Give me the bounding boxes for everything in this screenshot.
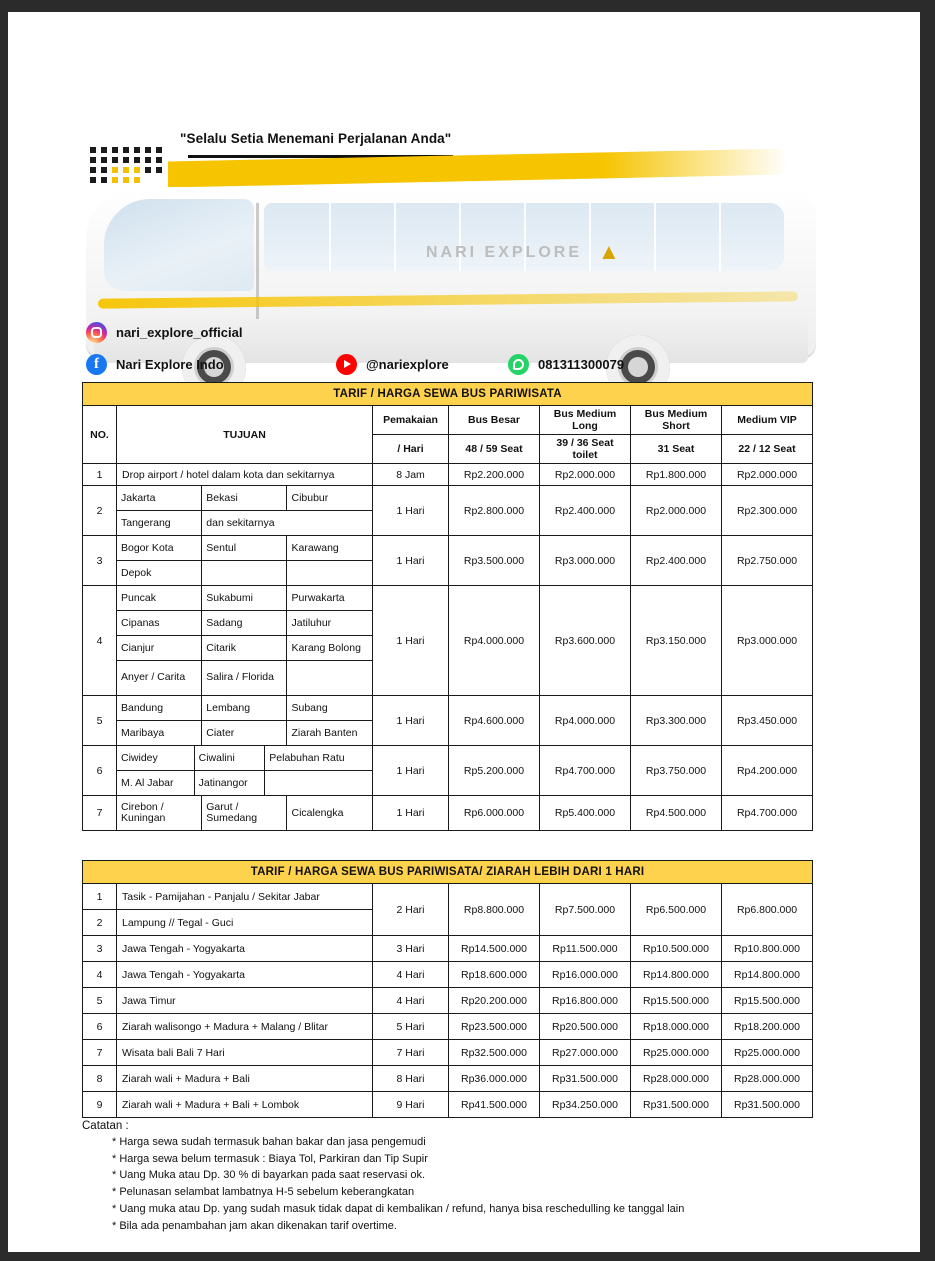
row-pemakaian: 1 Hari [373, 486, 449, 536]
youtube-handle: @nariexplore [366, 357, 449, 372]
dest-cell [287, 661, 372, 696]
document-page [8, 12, 920, 1252]
row-price-medium-long: Rp3.000.000 [540, 536, 631, 586]
header-pemakaian-sub: / Hari [373, 435, 449, 464]
row-price-besar: Rp18.600.000 [449, 962, 540, 988]
header-bus-besar-sub: 48 / 59 Seat [449, 435, 540, 464]
row-price-medium-long: Rp34.250.000 [540, 1092, 631, 1118]
dest-cell: Jakarta [117, 486, 202, 511]
dest-cell: Ciater [202, 721, 287, 746]
row-no: 1 [83, 884, 117, 910]
row-price-medium-short: Rp31.500.000 [631, 1092, 722, 1118]
dest-cell: Sadang [202, 611, 287, 636]
row-no: 7 [83, 1040, 117, 1066]
table-row [83, 1014, 813, 1040]
row-pemakaian: 1 Hari [373, 586, 449, 696]
note-item: * Bila ada penambahan jam akan dikenakan tarif overtime. [112, 1219, 397, 1232]
dest-cell: Citarik [202, 636, 287, 661]
row-no: 5 [83, 988, 117, 1014]
dest-cell [287, 561, 372, 586]
table-header-row-1 [83, 406, 813, 435]
row-pemakaian: 3 Hari [373, 936, 449, 962]
row-price-medium-long: Rp3.600.000 [540, 586, 631, 696]
row-price-besar: Rp2.200.000 [449, 464, 540, 486]
table-row [83, 586, 813, 696]
row-destination: Ziarah wali + Madura + Bali + Lombok [117, 1092, 373, 1118]
dest-cell: Sentul [202, 536, 287, 561]
social-instagram[interactable] [86, 322, 242, 343]
row-destination: Tasik - Pamijahan - Panjalu / Sekitar Jabar [117, 884, 373, 910]
row-price-medium-long: Rp7.500.000 [540, 884, 631, 936]
row-no: 1 [83, 464, 117, 486]
row-no: 8 [83, 1066, 117, 1092]
row-pemakaian: 7 Hari [373, 1040, 449, 1066]
social-contact-row [8, 312, 828, 384]
dest-cell: Ciwalini [194, 746, 265, 771]
row-no: 5 [83, 696, 117, 746]
row-destination-grid [117, 696, 373, 746]
table-row [83, 464, 813, 486]
row-no: 9 [83, 1092, 117, 1118]
row-price-vip: Rp6.800.000 [722, 884, 813, 936]
table-row [83, 746, 813, 796]
row-price-medium-short: Rp18.000.000 [631, 1014, 722, 1040]
row-destination: Jawa Timur [117, 988, 373, 1014]
row-price-vip: Rp3.450.000 [722, 696, 813, 746]
dest-cell [265, 771, 372, 796]
row-pemakaian: 5 Hari [373, 1014, 449, 1040]
table1-banner: TARIF / HARGA SEWA BUS PARIWISATA [83, 383, 813, 406]
row-price-vip: Rp2.000.000 [722, 464, 813, 486]
bus-logo-text: NARI EXPLORE [426, 244, 583, 261]
dest-cell: Bandung [117, 696, 202, 721]
row-price-medium-short: Rp3.150.000 [631, 586, 722, 696]
dest-cell: Ciwidey [117, 746, 194, 771]
social-facebook[interactable] [86, 354, 224, 375]
rate-table-1-wrapper [82, 382, 812, 831]
row-destination: Ziarah walisongo + Madura + Malang / Blitar [117, 1014, 373, 1040]
dest-cell: M. Al Jabar [117, 771, 194, 796]
notes-section [82, 1120, 882, 1234]
row-price-besar: Rp14.500.000 [449, 936, 540, 962]
row-price-medium-long: Rp2.000.000 [540, 464, 631, 486]
row-price-vip: Rp15.500.000 [722, 988, 813, 1014]
bus-door-line [256, 203, 259, 328]
whatsapp-icon [508, 354, 529, 375]
table-banner-row [83, 383, 813, 406]
bus-logo-mark-icon: ▲ [598, 239, 620, 264]
dest-cell: Jatinangor [194, 771, 265, 796]
facebook-icon: f [86, 354, 107, 375]
dest-cell: Salira / Florida [202, 661, 287, 696]
notes-list [82, 1134, 882, 1234]
row-price-vip: Rp2.750.000 [722, 536, 813, 586]
table-row [83, 1040, 813, 1066]
social-whatsapp[interactable] [508, 354, 624, 375]
row-no: 2 [83, 910, 117, 936]
table-row [83, 936, 813, 962]
header-no: NO. [83, 406, 117, 464]
table-row [83, 1092, 813, 1118]
hero-banner [8, 107, 828, 347]
youtube-icon [336, 354, 357, 375]
dest-cell: Depok [117, 561, 202, 586]
row-price-vip: Rp2.300.000 [722, 486, 813, 536]
row-price-besar: Rp32.500.000 [449, 1040, 540, 1066]
row-price-medium-long: Rp16.800.000 [540, 988, 631, 1014]
header-tujuan: TUJUAN [117, 406, 373, 464]
row-no: 6 [83, 746, 117, 796]
row-pemakaian: 1 Hari [373, 746, 449, 796]
dest-cell: Pelabuhan Ratu [265, 746, 372, 771]
row-price-vip: Rp18.200.000 [722, 1014, 813, 1040]
dest-cell: Karang Bolong [287, 636, 372, 661]
rate-table-2-wrapper [82, 860, 812, 1118]
dest-cell: Puncak [117, 586, 202, 611]
row-price-vip: Rp4.700.000 [722, 796, 813, 831]
row-price-vip: Rp10.800.000 [722, 936, 813, 962]
instagram-icon [86, 322, 107, 343]
row-destination: Jawa Tengah - Yogyakarta [117, 962, 373, 988]
row-pemakaian: 8 Hari [373, 1066, 449, 1092]
row-price-besar: Rp23.500.000 [449, 1014, 540, 1040]
row-price-besar: Rp20.200.000 [449, 988, 540, 1014]
row-destination-grid [117, 796, 373, 831]
row-destination: Drop airport / hotel dalam kota dan sekitarnya [117, 464, 373, 486]
dest-cell: Anyer / Carita [117, 661, 202, 696]
row-price-medium-short: Rp3.750.000 [631, 746, 722, 796]
whatsapp-number: 081311300079 [538, 357, 625, 372]
row-price-besar: Rp3.500.000 [449, 536, 540, 586]
row-price-besar: Rp4.000.000 [449, 586, 540, 696]
dest-cell: Sukabumi [202, 586, 287, 611]
social-youtube[interactable] [336, 354, 449, 375]
dest-cell: Garut / Sumedang [202, 796, 287, 830]
row-price-medium-short: Rp2.000.000 [631, 486, 722, 536]
note-item: * Uang Muka atau Dp. 30 % di bayarkan pada saat reservasi ok. [112, 1169, 426, 1182]
row-destination-grid [117, 486, 373, 536]
note-item: * Pelunasan selambat lambatnya H-5 sebelum keberangkatan [112, 1186, 415, 1199]
row-price-vip: Rp31.500.000 [722, 1092, 813, 1118]
header-bus-besar: Bus Besar [449, 406, 540, 435]
dest-cell: Lembang [202, 696, 287, 721]
instagram-handle: nari_explore_official [116, 325, 243, 340]
row-price-medium-short: Rp1.800.000 [631, 464, 722, 486]
rate-table-2 [82, 860, 813, 1118]
row-price-medium-short: Rp15.500.000 [631, 988, 722, 1014]
row-price-medium-short: Rp4.500.000 [631, 796, 722, 831]
row-destination: Jawa Tengah - Yogyakarta [117, 936, 373, 962]
note-item: * Uang muka atau Dp. yang sudah masuk tidak dapat di kembalikan / refund, hanya bisa reschedulling ke tanggal lain [112, 1202, 685, 1215]
header-bus-medium-short: Bus Medium Short [631, 406, 722, 435]
table-row [83, 962, 813, 988]
row-price-medium-long: Rp4.000.000 [540, 696, 631, 746]
row-price-besar: Rp41.500.000 [449, 1092, 540, 1118]
row-no: 7 [83, 796, 117, 831]
row-pemakaian: 2 Hari [373, 884, 449, 936]
row-destination: Ziarah wali + Madura + Bali [117, 1066, 373, 1092]
note-item: * Harga sewa belum termasuk : Biaya Tol, Parkiran dan Tip Supir [112, 1152, 428, 1165]
table-row [83, 486, 813, 536]
row-no: 2 [83, 486, 117, 536]
dest-cell: Cipanas [117, 611, 202, 636]
row-no: 4 [83, 962, 117, 988]
row-price-medium-long: Rp16.000.000 [540, 962, 631, 988]
table-row [83, 988, 813, 1014]
row-no: 3 [83, 936, 117, 962]
row-price-medium-short: Rp3.300.000 [631, 696, 722, 746]
row-price-vip: Rp3.000.000 [722, 586, 813, 696]
dest-cell: Karawang [287, 536, 372, 561]
header-bus-medium-short-sub: 31 Seat [631, 435, 722, 464]
row-no: 3 [83, 536, 117, 586]
row-price-medium-short: Rp6.500.000 [631, 884, 722, 936]
dest-cell: Purwakarta [287, 586, 372, 611]
dest-cell: Jatiluhur [287, 611, 372, 636]
row-pemakaian: 8 Jam [373, 464, 449, 486]
row-price-medium-short: Rp14.800.000 [631, 962, 722, 988]
row-destination-grid [117, 746, 373, 796]
facebook-handle: Nari Explore Indo [116, 357, 224, 372]
row-price-medium-long: Rp11.500.000 [540, 936, 631, 962]
dest-cell: Tangerang [117, 511, 202, 536]
rate-table-1 [82, 382, 813, 831]
row-no: 6 [83, 1014, 117, 1040]
row-price-medium-long: Rp2.400.000 [540, 486, 631, 536]
table-row [83, 536, 813, 586]
header-bus-medium-long-sub: 39 / 36 Seat toilet [540, 435, 631, 464]
header-pemakaian: Pemakaian [373, 406, 449, 435]
row-pemakaian: 4 Hari [373, 962, 449, 988]
dest-cell: Cianjur [117, 636, 202, 661]
row-no: 4 [83, 586, 117, 696]
header-medium-vip: Medium VIP [722, 406, 813, 435]
row-price-besar: Rp2.800.000 [449, 486, 540, 536]
row-pemakaian: 1 Hari [373, 696, 449, 746]
row-destination-grid [117, 586, 373, 696]
row-price-medium-short: Rp25.000.000 [631, 1040, 722, 1066]
row-pemakaian: 9 Hari [373, 1092, 449, 1118]
row-destination-grid [117, 536, 373, 586]
row-destination: Lampung // Tegal - Guci [117, 910, 373, 936]
row-price-medium-long: Rp31.500.000 [540, 1066, 631, 1092]
row-price-medium-long: Rp4.700.000 [540, 746, 631, 796]
header-medium-vip-sub: 22 / 12 Seat [722, 435, 813, 464]
row-price-medium-short: Rp2.400.000 [631, 536, 722, 586]
tagline-text: "Selalu Setia Menemani Perjalanan Anda" [180, 131, 452, 146]
dest-cell: Subang [287, 696, 372, 721]
table2-banner: TARIF / HARGA SEWA BUS PARIWISATA/ ZIARAH LEBIH DARI 1 HARI [83, 861, 813, 884]
table-row [83, 696, 813, 746]
row-price-besar: Rp5.200.000 [449, 746, 540, 796]
dest-cell: Cibubur [287, 486, 372, 511]
table-banner-row [83, 861, 813, 884]
table-row [83, 796, 813, 831]
bus-windshield [104, 199, 254, 291]
row-destination: Wisata bali Bali 7 Hari [117, 1040, 373, 1066]
row-pemakaian: 1 Hari [373, 796, 449, 831]
row-price-besar: Rp36.000.000 [449, 1066, 540, 1092]
row-price-vip: Rp14.800.000 [722, 962, 813, 988]
row-price-vip: Rp28.000.000 [722, 1066, 813, 1092]
row-price-vip: Rp4.200.000 [722, 746, 813, 796]
row-pemakaian: 1 Hari [373, 536, 449, 586]
dest-cell: Ziarah Banten [287, 721, 372, 746]
row-price-besar: Rp6.000.000 [449, 796, 540, 831]
row-price-medium-short: Rp10.500.000 [631, 936, 722, 962]
row-price-besar: Rp8.800.000 [449, 884, 540, 936]
row-price-medium-long: Rp5.400.000 [540, 796, 631, 831]
dest-cell [202, 561, 287, 586]
dest-cell: Cirebon / Kuningan [117, 796, 202, 830]
row-price-vip: Rp25.000.000 [722, 1040, 813, 1066]
row-price-medium-short: Rp28.000.000 [631, 1066, 722, 1092]
notes-title: Catatan : [82, 1120, 129, 1132]
table-row [83, 1066, 813, 1092]
header-bus-medium-long: Bus Medium Long [540, 406, 631, 435]
row-pemakaian: 4 Hari [373, 988, 449, 1014]
dest-cell: Bogor Kota [117, 536, 202, 561]
table-row [83, 884, 813, 910]
dest-cell: Bekasi [202, 486, 287, 511]
row-price-besar: Rp4.600.000 [449, 696, 540, 746]
dest-cell: dan sekitarnya [202, 511, 372, 536]
row-price-medium-long: Rp20.500.000 [540, 1014, 631, 1040]
row-price-medium-long: Rp27.000.000 [540, 1040, 631, 1066]
dest-cell: Maribaya [117, 721, 202, 746]
dest-cell: Cicalengka [287, 796, 372, 830]
note-item: * Harga sewa sudah termasuk bahan bakar dan jasa pengemudi [112, 1136, 426, 1148]
